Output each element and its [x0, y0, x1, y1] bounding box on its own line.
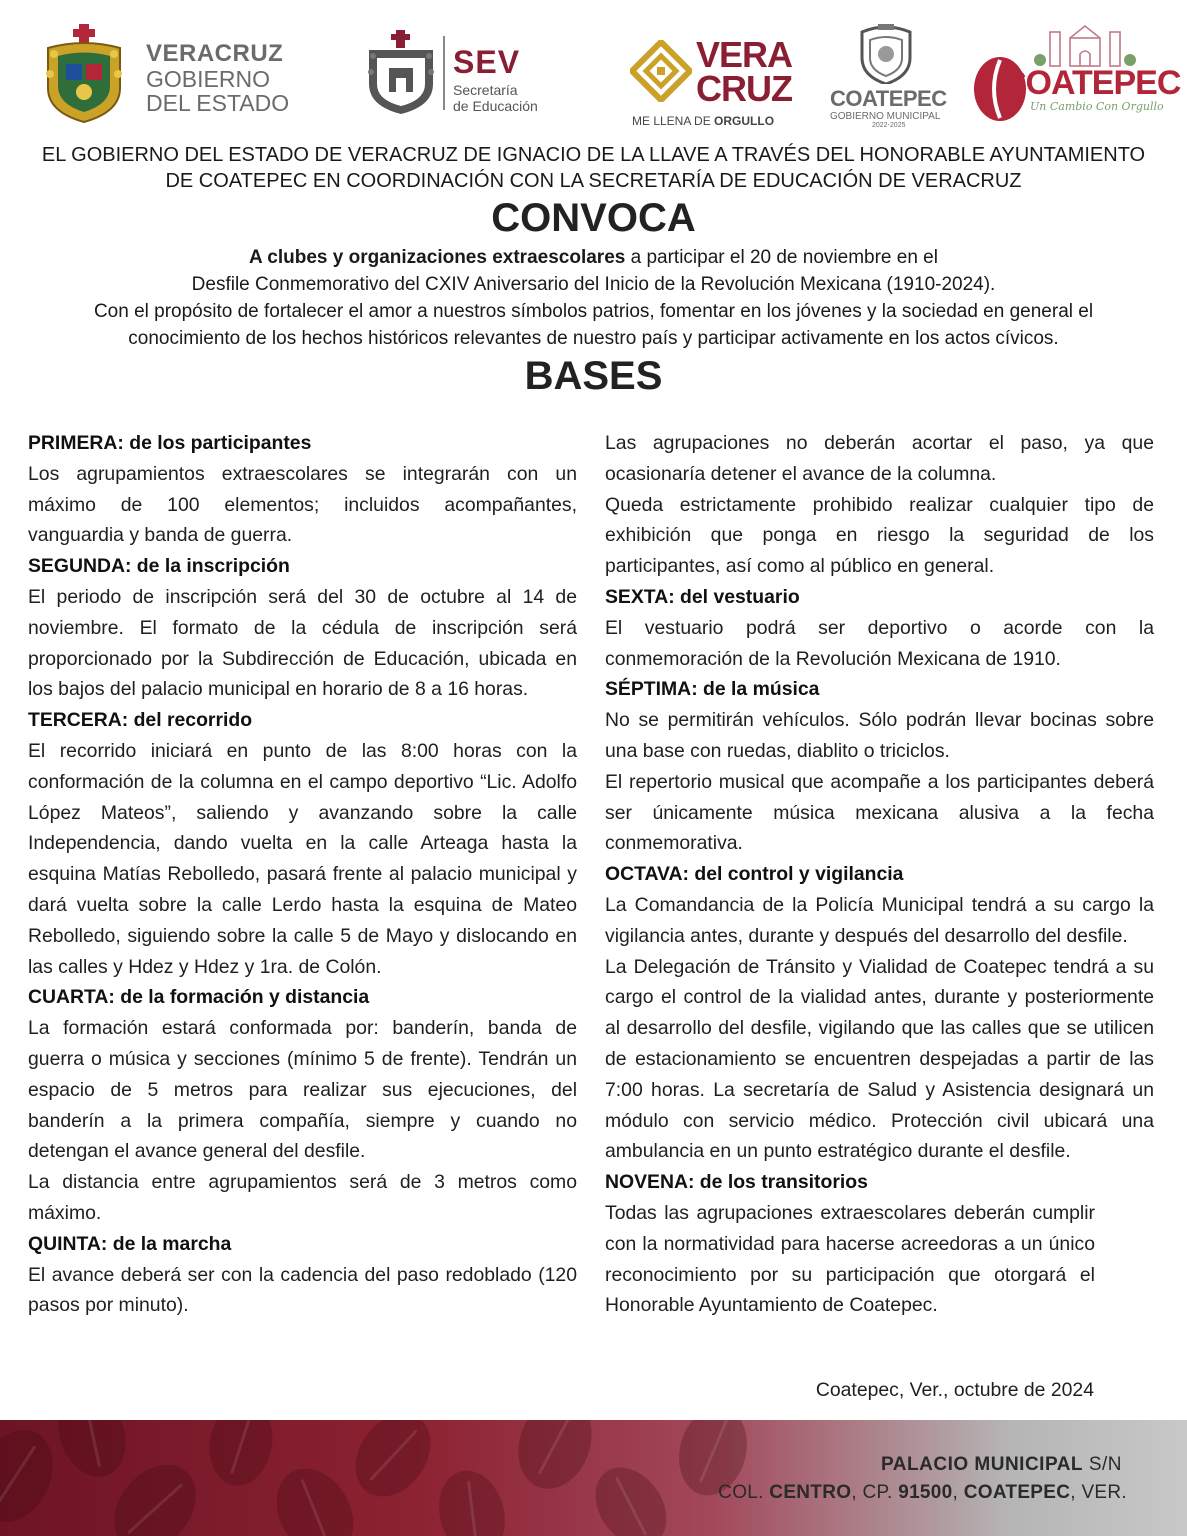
- footer-address-line-2: [718, 1482, 1127, 1504]
- section-quinta-text-1: El avance deberá ser con la cadencia del paso redoblado (120 pasos por minuto).: [28, 1263, 577, 1317]
- section-cuarta-text-1: La formación estará conformada por: banderín, banda de guerra o música y secciones (mínimo 5 de frente). Tendrán un espacio de 5 metros para realizar sus ejecuciones, del banderín a la primera compañía, siempre y cuando no detengan el avance general del desfile.: [28, 1017, 577, 1163]
- section-septima-title: SÉPTIMA: de la música: [605, 678, 820, 701]
- purpose-line-3: Con el propósito de fortalecer el amor a nuestros símbolos patrios, fomentar en los jóvenes y la sociedad en general el: [93, 301, 1094, 322]
- footer-address-1-bold: PALACIO MUNICIPAL: [881, 1454, 1084, 1475]
- vera-cruz-tagline-b: ORGULLO: [714, 114, 775, 128]
- section-primera-title: PRIMERA: de los participantes: [28, 432, 312, 454]
- footer-address-2-e: ,: [952, 1482, 964, 1503]
- section-octava-title: OCTAVA: del control y vigilancia: [605, 863, 904, 886]
- coffee-bean-pattern-icon: [340, 1420, 446, 1511]
- section-septima-text-2: El repertorio musical que acompañe a los participantes deberá ser únicamente música mexicana alusiva a la fecha conmemorativa.: [605, 770, 1154, 855]
- vera-cruz-line2: CRUZ: [696, 68, 792, 109]
- section-primera-text: Los agrupamientos extraescolares se integrarán con un máximo de 100 elementos; incluidos acompañantes, vanguardia y banda de guerra.: [28, 462, 577, 547]
- footer-address-line-1: [881, 1454, 1122, 1476]
- purpose-statement: [40, 244, 1147, 352]
- section-quinta-text-3: Queda estrictamente prohibido realizar cualquier tipo de exhibición que ponga en riesgo la seguridad de los participantes, así como al público en general.: [605, 493, 1154, 578]
- veracruz-coat-of-arms-icon: [38, 24, 130, 124]
- intro-line-2: DE COATEPEC EN COORDINACIÓN CON LA SECRETARÍA DE EDUCACIÓN DE VERACRUZ: [165, 170, 1022, 192]
- intro-heading: [20, 142, 1167, 194]
- section-sexta-text: El vestuario podrá ser deportivo o acorde con la conmemoración de la Revolución Mexicana de 1910.: [605, 616, 1154, 670]
- vera-cruz-tagline-a: ME LLENA DE: [632, 114, 715, 128]
- left-column: [28, 428, 577, 1321]
- veracruz-logo-line3: DEL ESTADO: [146, 90, 290, 116]
- section-novena-title: NOVENA: de los transitorios: [605, 1171, 868, 1194]
- purpose-line-2: Desfile Conmemorativo del CXIV Aniversario del Inicio de la Revolución Mexicana (1910-2024).: [191, 274, 996, 295]
- bases-title: BASES: [524, 354, 663, 398]
- footer-address-2-a: COL.: [718, 1482, 770, 1503]
- coatepec-brand-logo: [968, 24, 1181, 120]
- section-quinta-title: QUINTA: de la marcha: [28, 1232, 232, 1255]
- knot-pattern-icon: [630, 40, 692, 102]
- coffee-bean-pattern-icon: [47, 1420, 137, 1486]
- veracruz-gobierno-logo: [38, 24, 288, 124]
- section-quinta-text-2: Las agrupaciones no deberán acortar el paso, ya que ocasionaría detener el avance de la columna.: [605, 432, 1154, 485]
- footer-address-2-f: COATEPEC: [963, 1482, 1071, 1503]
- coffee-bean-pattern-icon: [581, 1454, 681, 1536]
- coatepec-gobierno-logo: [826, 22, 946, 132]
- vera-cruz-line1: VERA: [696, 34, 793, 75]
- coffee-bean-pattern-icon: [203, 1420, 279, 1491]
- coffee-bean-pattern-icon: [0, 1420, 67, 1534]
- coatepec-brand-name: COATEPEC: [1002, 64, 1181, 102]
- section-sexta-title: SEXTA: del vestuario: [605, 585, 800, 608]
- purpose-line-1: [40, 244, 1147, 271]
- sev-logo: [363, 30, 563, 116]
- sev-line1: Secretaría: [453, 82, 518, 98]
- footer-bar: [0, 1420, 1187, 1536]
- coffee-bean-pattern-icon: [506, 1420, 604, 1499]
- sev-divider: [443, 36, 445, 110]
- footer-address-2-g: , VER.: [1070, 1482, 1127, 1503]
- purpose-line-4: conocimiento de los hechos históricos relevantes de nuestro país y participar activamente en los actos cívicos.: [128, 328, 1059, 349]
- section-segunda-text: El periodo de inscripción será del 30 de octubre al 14 de noviembre. El formato de la cédula de inscripción será proporcionado por la Subdirección de Educación, ubicada en los bajos del palacio municipal en horario de 8 a 16 horas.: [28, 585, 577, 701]
- section-tercera-title: TERCERA: del recorrido: [28, 709, 253, 732]
- right-column: [605, 428, 1154, 1321]
- footer-address-2-d: 91500: [898, 1482, 953, 1503]
- vera-cruz-brand-logo: [630, 36, 795, 130]
- purpose-bold: A clubes y organizaciones extraescolares: [249, 247, 626, 268]
- coatepec-gobierno-years: 2022-2025: [872, 122, 906, 129]
- footer-address-2-c: , CP.: [851, 1482, 899, 1503]
- coatepec-gobierno-name: COATEPEC: [830, 86, 947, 111]
- section-cuarta-title: CUARTA: de la formación y distancia: [28, 986, 370, 1009]
- vera-cruz-tagline: [632, 114, 774, 128]
- section-octava-text-1: La Comandancia de la Policía Municipal tendrá a su cargo la vigilancia antes, durante y después del desarrollo del desfile.: [605, 893, 1154, 947]
- section-tercera-text: El recorrido iniciará en punto de las 8:00 horas con la conformación de la columna en el campo deportivo “Lic. Adolfo López Mateos”, saliendo y avanzando sobre la calle Independencia, dando vuelta en la calle Arteaga hasta la esquina Matías Rebolledo, pasará frente al palacio municipal y dará vuelta sobre la calle Lerdo hasta la esquina de Mateo Rebolledo, siguiendo sobre la calle 5 de Mayo y dislocando en las calles y Hdez y Hdez y 1ra. de Colón.: [28, 739, 577, 978]
- section-novena-text: Todas las agrupaciones extraescolares deberán cumplir con la normatividad para hacerse acreedoras a un único reconocimiento por su participación que otorgará el Honorable Ayuntamiento de Coatepec.: [605, 1201, 1095, 1317]
- sev-line2: de Educación: [453, 98, 538, 114]
- veracruz-logo-line1: VERACRUZ: [146, 40, 284, 67]
- intro-line-1: EL GOBIERNO DEL ESTADO DE VERACRUZ DE IGNACIO DE LA LLAVE A TRAVÉS DEL HONORABLE AYUNTAMIENTO: [41, 144, 1146, 166]
- section-septima-text-1: No se permitirán vehículos. Sólo podrán llevar bocinas sobre una base con ruedas, diablito o triciclos.: [605, 709, 1154, 762]
- section-cuarta-text-2: La distancia entre agrupamientos será de 3 metros como máximo.: [28, 1171, 577, 1224]
- section-octava-text-2: La Delegación de Tránsito y Vialidad de Coatepec tendrá a su cargo el control de la vialidad antes, durante y posteriormente al desarrollo del desfile, vigilando que las calles que se utilicen de estacionamiento se encuentren despejadas a partir de las 7:00 horas. La secretaría de Salud y Asistencia designará un módulo con servicio médico. Protección civil ubicará una ambulancia en un punto estratégico durante el desfile.: [605, 955, 1154, 1163]
- section-segunda-title: SEGUNDA: de la inscripción: [28, 555, 290, 578]
- purpose-line-1-rest: a participar el 20 de noviembre en el: [625, 247, 938, 268]
- footer-address-1-rest: S/N: [1083, 1454, 1122, 1475]
- veracruz-logo-line2: GOBIERNO: [146, 66, 270, 92]
- sev-shield-icon: [363, 30, 439, 114]
- coatepec-brand-slogan: Un Cambio Con Orgullo: [1030, 100, 1164, 113]
- coffee-bean-pattern-icon: [261, 1455, 369, 1536]
- footer-address-2-b: CENTRO: [769, 1482, 852, 1503]
- sev-acronym: SEV: [453, 44, 521, 80]
- coatepec-gobierno-sub: GOBIERNO MUNICIPAL: [830, 111, 941, 122]
- coatepec-church-icon: [1030, 24, 1140, 68]
- convoca-title: CONVOCA: [491, 196, 696, 240]
- date-line: Coatepec, Ver., octubre de 2024: [815, 1379, 1094, 1401]
- coffee-bean-pattern-icon: [430, 1463, 515, 1536]
- logo-row: [0, 0, 1187, 140]
- coatepec-shield-icon: [854, 22, 918, 84]
